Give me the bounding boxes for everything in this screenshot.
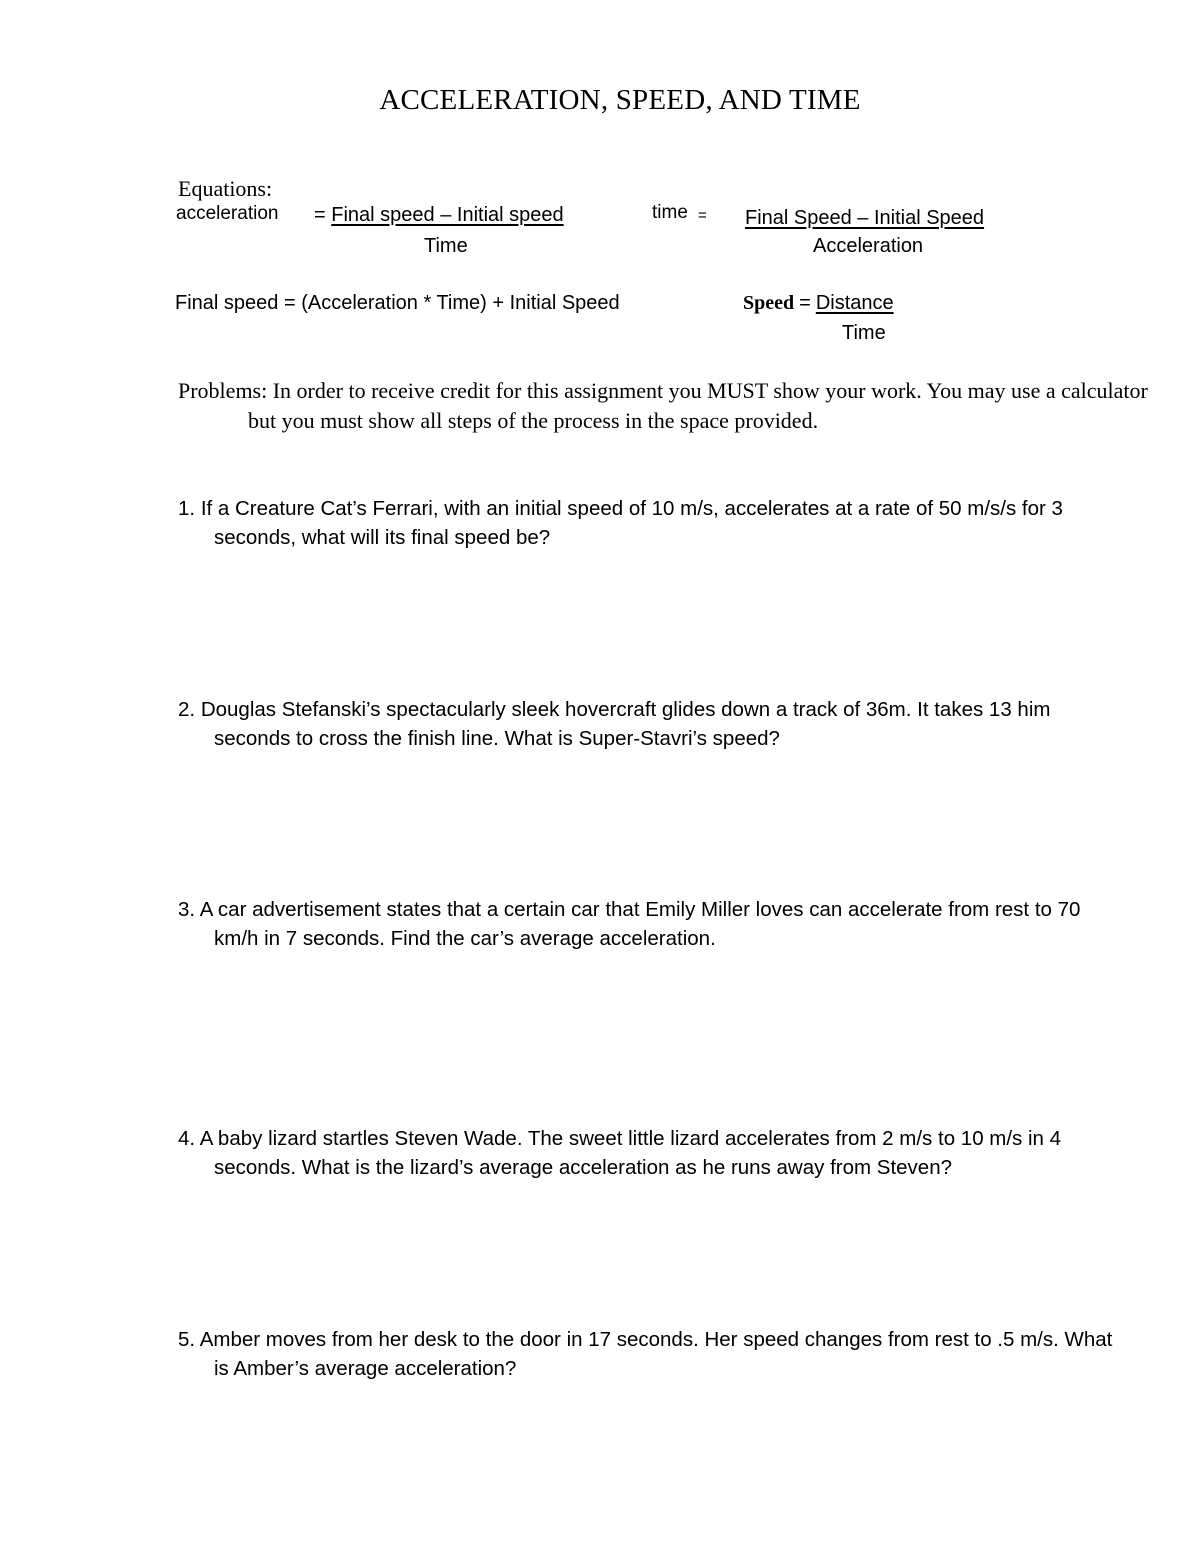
speed-label: Speed: [743, 292, 795, 314]
time-label: time: [652, 202, 688, 223]
acceleration-numerator: Final speed – Initial speed: [331, 204, 564, 226]
problem-item: [178, 695, 1114, 753]
problem-item: [178, 1124, 1114, 1182]
problem-number: 3.: [178, 898, 196, 921]
acceleration-denominator: Time: [424, 235, 468, 257]
problem-text: A car advertisement states that a certain car that Emily Miller loves can accelerate from rest to 70 km/h in 7 seconds. Find the car’s average acceleration.: [199, 898, 1081, 950]
problem-text: If a Creature Cat’s Ferrari, with an initial speed of 10 m/s, accelerates at a rate of 50 m/s/s for 3 seconds, what will its final speed be?: [200, 497, 1063, 549]
problem-number: 5.: [178, 1328, 196, 1351]
acceleration-label: acceleration: [176, 203, 279, 224]
problem-text: Douglas Stefanski’s spectacularly sleek hovercraft glides down a track of 36m. It takes 13 him seconds to cross the finish line. What is Super-Stavri’s speed?: [200, 698, 1051, 750]
problem-item: [178, 895, 1114, 953]
problem-text: Amber moves from her desk to the door in 17 seconds. Her speed changes from rest to .5 m/s. What is Amber’s average acceleration?: [199, 1328, 1113, 1380]
equations-heading: Equations:: [178, 176, 273, 201]
problem-item: [178, 1325, 1114, 1383]
problems-label: Problems:: [178, 378, 268, 403]
problem-number: 2.: [178, 698, 196, 721]
page-title: ACCELERATION, SPEED, AND TIME: [379, 84, 861, 116]
time-numerator: Final Speed – Initial Speed: [745, 207, 985, 229]
time-equals: =: [698, 207, 707, 224]
problem-number: 4.: [178, 1127, 196, 1150]
acceleration-equals: =: [314, 204, 326, 226]
problem-item: [178, 494, 1114, 552]
problem-text: A baby lizard startles Steven Wade. The sweet little lizard accelerates from 2 m/s to 10 m/s in 4 seconds. What is the lizard’s average acceleration as he runs away from Steven?: [199, 1127, 1062, 1179]
speed-denominator: Time: [842, 322, 886, 344]
problem-number: 1.: [178, 497, 196, 520]
problems-instructions: [178, 376, 1158, 436]
speed-formula: [743, 292, 894, 315]
speed-numerator: Distance: [815, 292, 894, 314]
time-denominator: Acceleration: [813, 235, 924, 257]
problems-instructions-text: In order to receive credit for this assignment you MUST show your work. You may use a calculator but you must show all steps of the process in the space provided.: [248, 378, 1148, 433]
speed-equals: =: [799, 292, 811, 314]
final-speed-equation: Final speed = (Acceleration * Time) + Initial Speed: [175, 292, 620, 314]
acceleration-formula: [314, 204, 564, 227]
